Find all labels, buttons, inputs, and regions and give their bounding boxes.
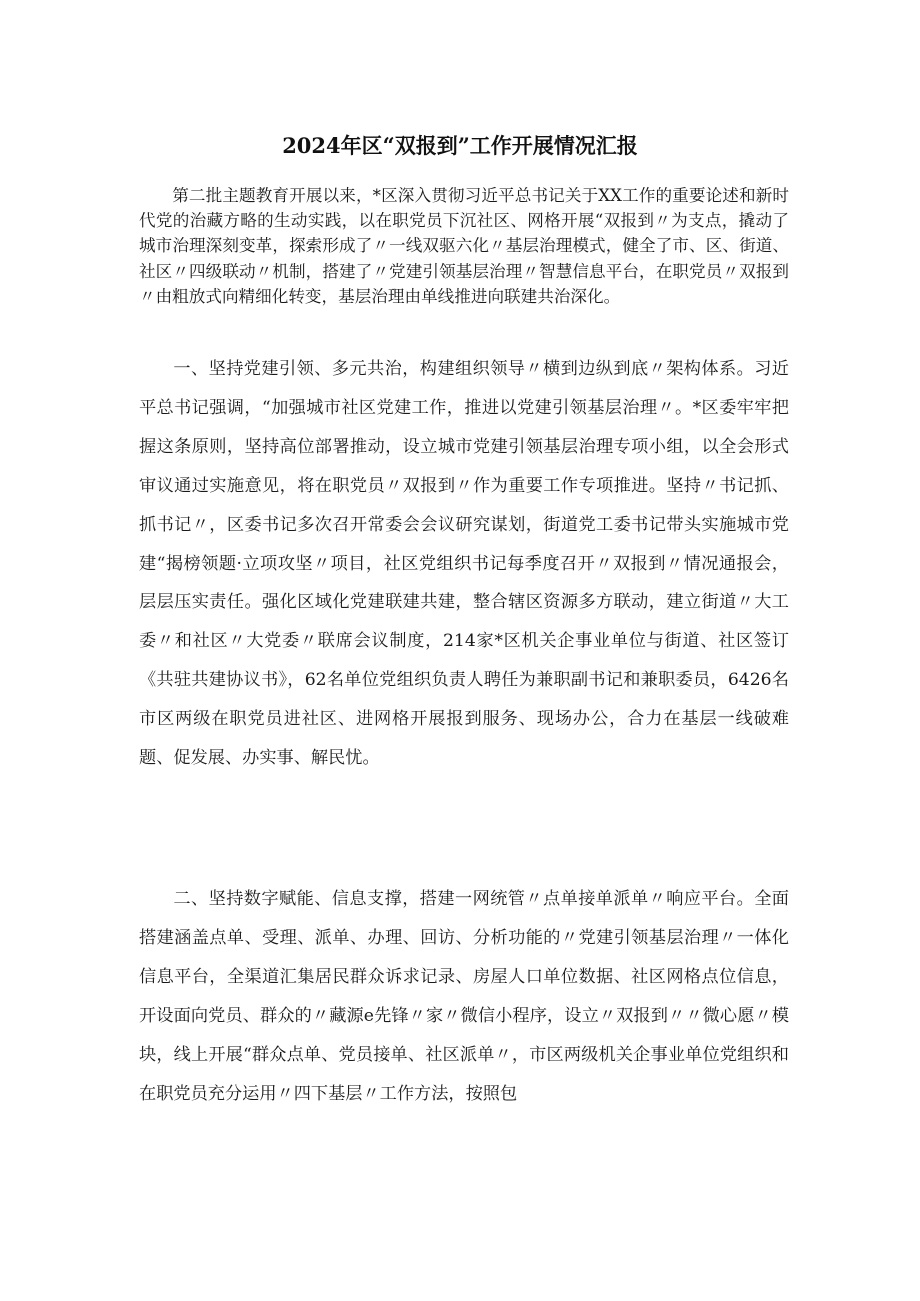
document-title: 2024年区“双报到”工作开展情况汇报 [282, 133, 638, 158]
intro-paragraph: 第二批主题教育开展以来，*区深入贯彻习近平总书记关于XX工作的重要论述和新时代党的治藏方略的生动实践，以在职党员下沉社区、网格开展“双报到〃为支点，撬动了城市治理深刻变革，探索形成了〃一线双驱六化〃基层治理模式，健全了市、区、街道、社区〃四级联动〃机制，搭建了〃党建引领基层治理〃智慧信息平台，在职党员〃双报到〃由粗放式向精细化转变，基层治理由单线推进向联建共治深化。 [139, 186, 789, 306]
section-one-paragraph: 一、坚持党建引领、多元共治，构建组织领导〃横到边纵到底〃架构体系。习近平总书记强调，“加强城市社区党建工作，推进以党建引领基层治理〃。*区委牢牢把握这条原则，坚持高位部署推动，设立城市党建引领基层治理专项小组，以全会形式审议通过实施意见，将在职党员〃双报到〃作为重要工作专项推进。坚持〃书记抓、抓书记〃，区委书记多次召开常委会会议研究谋划，街道党工委书记带头实施城市党建“揭榜领题·立项攻坚〃项目，社区党组织书记每季度召开〃双报到〃情况通报会，层层压实责任。强化区域化党建联建共建，整合辖区资源多方联动，建立街道〃大工委〃和社区〃大党委〃联席会议制度，214家*区机关企事业单位与街道、社区签订《共驻共建协议书》，62名单位党组织负责人聘任为兼职副书记和兼职委员，6426名市区两级在职党员进社区、进网格开展报到服务、现场办公，合力在基层一线破难题、促发展、办实事、解民忧。 [139, 359, 789, 769]
section-two-paragraph: 二、坚持数字赋能、信息支撑，搭建一网统管〃点单接单派单〃响应平台。全面搭建涵盖点单、受理、派单、办理、回访、分析功能的〃党建引领基层治理〃一体化信息平台，全渠道汇集居民群众诉求记录、房屋人口单位数据、社区网格点位信息，开设面向党员、群众的〃藏源e先锋〃家〃微信小程序，设立〃双报到〃〃微心愿〃模块，线上开展“群众点单、党员接单、社区派单〃，市区两级机关企事业单位党组织和在职党员充分运用〃四下基层〃工作方法，按照包 [139, 889, 789, 1104]
